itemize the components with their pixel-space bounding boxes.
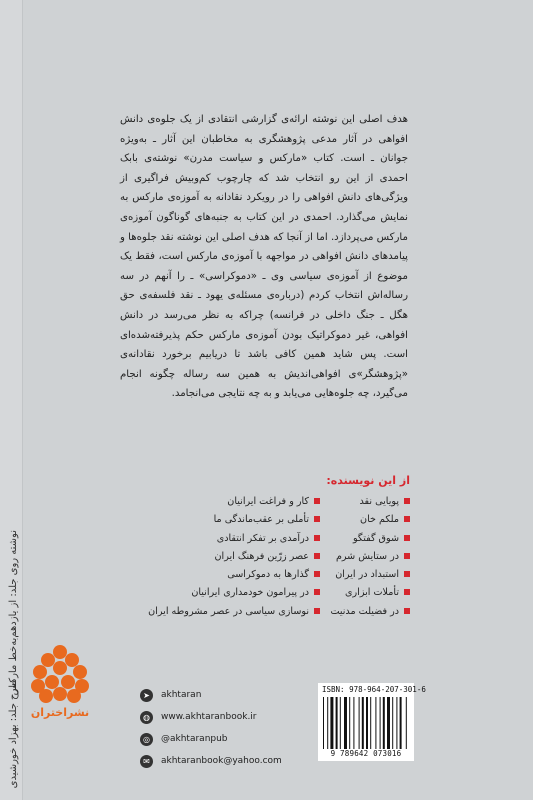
bullet-icon bbox=[404, 516, 410, 522]
bullet-icon bbox=[314, 498, 320, 504]
books-list-title: از این نویسنده: bbox=[326, 474, 410, 487]
contact-website: ◍ www.akhtaranbook.ir bbox=[140, 707, 300, 727]
bullet-icon bbox=[404, 608, 410, 614]
bullet-icon bbox=[404, 589, 410, 595]
list-item: تأملی بر عقب‌ماندگی ما bbox=[140, 511, 320, 529]
bullet-icon bbox=[314, 516, 320, 522]
barcode-bars bbox=[322, 697, 410, 749]
isbn-text: ISBN: 978-964-207-301-6 bbox=[322, 685, 426, 694]
bullet-icon bbox=[314, 553, 320, 559]
list-item: تأملات ابزاری bbox=[280, 584, 410, 602]
instagram-icon: ◎ bbox=[140, 733, 153, 746]
bullet-icon bbox=[404, 553, 410, 559]
list-item: در پیرامون خودمداری ایرانیان bbox=[140, 584, 320, 602]
list-item: شوق گفتگو bbox=[280, 530, 410, 548]
list-item: در ستایش شرم bbox=[280, 548, 410, 566]
barcode bbox=[318, 683, 426, 761]
bullet-icon bbox=[404, 571, 410, 577]
bullet-icon bbox=[314, 589, 320, 595]
list-item: گذارها به دموکراسی bbox=[140, 566, 320, 584]
contact-list bbox=[140, 685, 300, 773]
bullet-icon bbox=[314, 571, 320, 577]
list-item: ملکم خان bbox=[280, 511, 410, 529]
list-item: استبداد در ایران bbox=[280, 566, 410, 584]
globe-icon: ◍ bbox=[140, 711, 153, 724]
barcode-number: 9 789642 073016 bbox=[330, 749, 402, 758]
email-icon: ✉ bbox=[140, 755, 153, 768]
list-item: در فضیلت مدنیت bbox=[280, 603, 410, 621]
bullet-icon bbox=[404, 498, 410, 504]
bullet-icon bbox=[314, 535, 320, 541]
list-item: پویایی نقد bbox=[280, 493, 410, 511]
contact-email: ✉ akhtaranbook@yahoo.com bbox=[140, 751, 300, 771]
publisher-name: نشراختران bbox=[30, 706, 90, 719]
contact-telegram: ➤ akhtaran bbox=[140, 685, 300, 705]
contact-instagram: ◎ @akhtaranpub bbox=[140, 729, 300, 749]
list-item: عصر زرّین فرهنگ ایران bbox=[140, 548, 320, 566]
bullet-icon bbox=[314, 608, 320, 614]
blurb-text: هدف اصلی این نوشته ارائه‌ی گزارشی انتقادی از یک جلوه‌ی دانش افواهی در آثار مدعی پژوهشگری به مخاطبان این آثار ـ به‌ویژه جوانان ـ است. کتاب «مارکس و سیاست مدرن» نوشته‌ی بابک احمدی از این رو انتخاب شد که چارچوب کم‌وبیش فراگیری از ویژگی‌های دانش افواهی را در رویکرد نقادانه به آموزه‌ی مارکس به نمایش می‌گذارد. احمدی در این کتاب به جنبه‌های گوناگون آموزه‌ی مارکس می‌پردازد. اما از آنجا که هدف اصلی این نوشته نقد جلوه‌ها و پیامدهای دانش افواهی در مواجهه با آموزه‌ی مارکس است، فقط یک موضوع از آموزه‌ی سیاسی وی ـ «دموکراسی» ـ را آنهم در سه رساله‌اش انتخاب کردم (درباره‌ی مسئله‌ی یهود ـ نقد فلسفه‌ی حق هگل ـ جنگ داخلی در فرانسه) چراکه به نظر می‌رسد در دانش افواهی، غیر دموکراتیک بودن آموزه‌ی مارکس حکم پذیرفته‌شده‌ای است. پس شاید همین کافی باشد تا دریابیم برخورد نقادانه‌ی «پژوهشگر»ی افواهی‌اندیش به همین سه رساله چگونه انجام می‌گیرد، چه جلوه‌هایی می‌یابد و به چه نتایجی می‌انجامد. bbox=[120, 114, 408, 400]
list-item: درآمدی بر تفکر انتقادی bbox=[140, 530, 320, 548]
cover-design-credit: طرح جلد: بهزاد خورشیدی bbox=[8, 680, 19, 789]
publisher-logo bbox=[24, 640, 96, 730]
bullet-icon bbox=[404, 535, 410, 541]
list-item: کار و فراغت ایرانیان bbox=[140, 493, 320, 511]
books-list-left bbox=[140, 493, 320, 621]
list-item: نوسازی سیاسی در عصر مشروطه ایران bbox=[140, 603, 320, 621]
cover-text-credit: نوشته روی جلد: از یازدهم‌به‌خط مارکس bbox=[8, 530, 19, 696]
telegram-icon: ➤ bbox=[140, 689, 153, 702]
publisher-logo-icon bbox=[24, 640, 96, 706]
